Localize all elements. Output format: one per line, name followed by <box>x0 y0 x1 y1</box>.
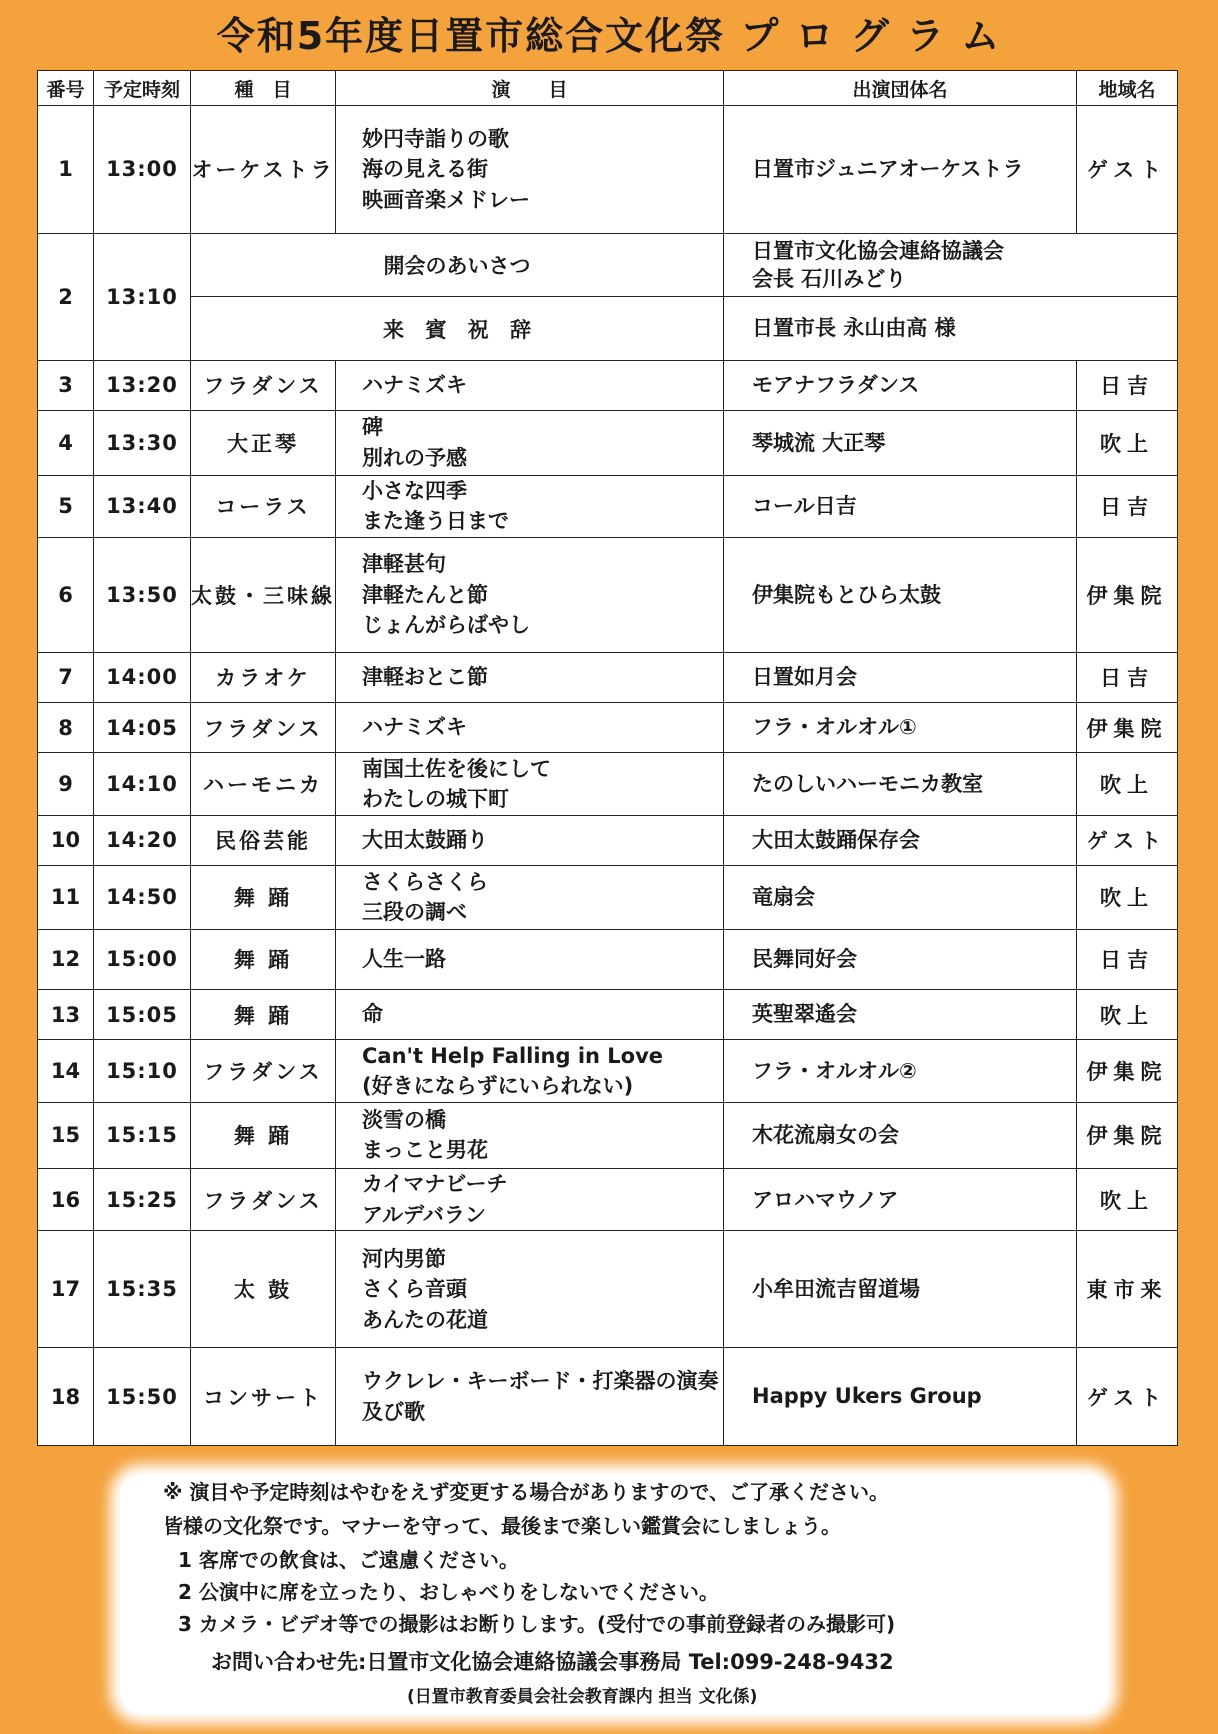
row-number: 17 <box>38 1231 94 1348</box>
group-line: 大田太鼓踊保存会 <box>752 828 920 853</box>
table-row <box>38 1231 1178 1348</box>
row-number: 7 <box>38 652 94 702</box>
table-row <box>38 475 1178 537</box>
piece-line: 淡雪の橋 <box>362 1107 446 1132</box>
table-row <box>38 411 1178 475</box>
table-row <box>38 1102 1178 1168</box>
row-area: 吹上 <box>1077 1169 1178 1231</box>
row-genre: 太 鼓 <box>191 1231 336 1348</box>
row-genre: コーラス <box>191 475 336 537</box>
table-row <box>38 753 1178 815</box>
row-area: 伊集院 <box>1077 1040 1178 1102</box>
row-time: 14:05 <box>94 702 191 752</box>
row-group <box>724 989 1077 1039</box>
row-piece <box>336 106 724 234</box>
row-genre: オーケストラ <box>191 106 336 234</box>
table-row <box>38 815 1178 865</box>
program-table-body <box>38 106 1178 1446</box>
header-time: 予定時刻 <box>94 71 191 106</box>
row-group <box>724 1348 1077 1446</box>
row-area: ゲスト <box>1077 106 1178 234</box>
group-line: 日置市長 永山由高 様 <box>752 316 956 341</box>
row-time: 15:05 <box>94 989 191 1039</box>
row-group <box>724 537 1077 652</box>
row-time: 15:35 <box>94 1231 191 1348</box>
group-line: 民舞同好会 <box>752 947 857 972</box>
row-number: 12 <box>38 929 94 989</box>
row-number: 1 <box>38 106 94 234</box>
piece-line: 津軽甚句 <box>362 552 446 577</box>
piece-line: 海の見える街 <box>362 157 488 182</box>
program-table <box>37 70 1178 1446</box>
row-piece <box>336 753 724 815</box>
piece-line: 津軽たんと節 <box>362 582 488 607</box>
row-number: 13 <box>38 989 94 1039</box>
row-area: ゲスト <box>1077 1348 1178 1446</box>
program-table-container <box>37 70 1177 1446</box>
group-line: 日置市ジュニアオーケストラ <box>752 157 1024 182</box>
row-piece <box>336 1102 724 1168</box>
row-piece <box>336 702 724 752</box>
row-genre: フラダンス <box>191 360 336 410</box>
row-area: 東市来 <box>1077 1231 1178 1348</box>
row-area: 吹上 <box>1077 989 1178 1039</box>
table-row <box>38 989 1178 1039</box>
table-row <box>38 233 1178 296</box>
row-number: 8 <box>38 702 94 752</box>
piece-line: 津軽おとこ節 <box>362 665 488 690</box>
table-row <box>38 1169 1178 1231</box>
piece-line: カイマナビーチ <box>362 1172 508 1197</box>
row-group <box>724 1040 1077 1102</box>
piece-line: さくら音頭 <box>362 1277 467 1302</box>
group-line: Happy Ukers Group <box>752 1384 982 1409</box>
group-line: アロハマウノア <box>752 1187 899 1212</box>
row-genre: 舞 踊 <box>191 929 336 989</box>
row-time: 13:50 <box>94 537 191 652</box>
row-piece <box>336 360 724 410</box>
notice-rule-2: 2 公演中に席を立ったり、おしゃべりをしないでください。 <box>178 1580 719 1604</box>
contact-sub-info: (日置市教育委員会社会教育課内 担当 文化係) <box>407 1687 758 1707</box>
piece-line: 大田太鼓踊り <box>362 828 488 853</box>
group-line: 日置如月会 <box>752 665 857 690</box>
notice-line-1: ※ 演目や予定時刻はやむをえず変更する場合がありますので、ご了承ください。 <box>163 1480 890 1504</box>
row-piece <box>336 1231 724 1348</box>
piece-line: 人生一路 <box>362 946 446 971</box>
row-piece <box>336 1348 724 1446</box>
header-genre: 種 目 <box>191 71 336 106</box>
row-time: 15:15 <box>94 1102 191 1168</box>
piece-line: また逢う日まで <box>362 509 509 534</box>
page-title: 令和5年度日置市総合文化祭 プ ロ グ ラ ム <box>216 14 1002 58</box>
row-genre: 民俗芸能 <box>191 815 336 865</box>
piece-line: 命 <box>362 1002 383 1027</box>
row-genre: ハーモニカ <box>191 753 336 815</box>
row-area: 伊集院 <box>1077 537 1178 652</box>
notice-line-2: 皆様の文化祭です。マナーを守って、最後まで楽しい鑑賞会にしましょう。 <box>163 1514 841 1538</box>
row-group <box>724 1231 1077 1348</box>
row-number: 18 <box>38 1348 94 1446</box>
group-line: 日置市文化協会連絡協議会 <box>752 238 1004 263</box>
row-area: 日吉 <box>1077 929 1178 989</box>
piece-line: 及び歌 <box>362 1399 425 1424</box>
piece-line: 小さな四季 <box>362 478 467 503</box>
row-group <box>724 106 1077 234</box>
piece-line: ウクレレ・キーボード・打楽器の演奏 <box>362 1369 719 1394</box>
row-group <box>724 475 1077 537</box>
row-area: 吹上 <box>1077 411 1178 475</box>
group-line: フラ・オルオル② <box>752 1058 917 1083</box>
row-piece <box>336 475 724 537</box>
table-header-row <box>38 71 1178 106</box>
table-row <box>38 702 1178 752</box>
row-group <box>724 1102 1077 1168</box>
table-row <box>38 652 1178 702</box>
row-genre: 太鼓・三味線 <box>191 537 336 652</box>
header-group: 出演団体名 <box>724 71 1077 106</box>
piece-line: じょんがらばやし <box>362 612 530 637</box>
row-area: 日吉 <box>1077 652 1178 702</box>
row-number: 11 <box>38 866 94 929</box>
row-number: 16 <box>38 1169 94 1231</box>
group-line: 英聖翠遙会 <box>752 1002 857 1027</box>
row-time: 15:00 <box>94 929 191 989</box>
row-piece <box>336 929 724 989</box>
piece-line: ハナミズキ <box>362 715 467 740</box>
row-area: 吹上 <box>1077 866 1178 929</box>
row-genre: フラダンス <box>191 1169 336 1231</box>
table-row <box>38 866 1178 929</box>
row-time: 14:00 <box>94 652 191 702</box>
piece-line: 映画音楽メドレー <box>362 187 530 212</box>
row-number: 10 <box>38 815 94 865</box>
row-genre: 大正琴 <box>191 411 336 475</box>
group-line: たのしいハーモニカ教室 <box>752 771 983 796</box>
row-number: 6 <box>38 537 94 652</box>
row-area: 伊集院 <box>1077 702 1178 752</box>
piece-line: 別れの予感 <box>362 445 467 470</box>
row-number: 15 <box>38 1102 94 1168</box>
row-time: 15:50 <box>94 1348 191 1446</box>
notice-box <box>120 1474 1108 1714</box>
row-number: 3 <box>38 360 94 410</box>
row-piece <box>336 1169 724 1231</box>
row-group <box>724 652 1077 702</box>
piece-line: まっこと男花 <box>362 1138 488 1163</box>
row-number: 2 <box>38 233 94 360</box>
header-area: 地域名 <box>1077 71 1178 106</box>
row-group <box>724 233 1178 296</box>
row-time: 13:10 <box>94 233 191 360</box>
row-time: 13:40 <box>94 475 191 537</box>
row-number: 4 <box>38 411 94 475</box>
table-row <box>38 360 1178 410</box>
piece-line: わたしの城下町 <box>362 787 509 811</box>
row-genre: 舞 踊 <box>191 866 336 929</box>
table-row <box>38 297 1178 360</box>
group-line: モアナフラダンス <box>752 373 920 398</box>
row-time: 13:30 <box>94 411 191 475</box>
notice-rule-1: 1 客席での飲食は、ご遠慮ください。 <box>178 1548 519 1572</box>
row-area: 吹上 <box>1077 753 1178 815</box>
row-piece <box>336 652 724 702</box>
notice-rule-3: 3 カメラ・ビデオ等での撮影はお断りします。(受付での事前登録者のみ撮影可) <box>178 1612 896 1636</box>
row-area: 伊集院 <box>1077 1102 1178 1168</box>
piece-line: さくらさくら <box>362 869 488 894</box>
piece-line: アルデバラン <box>362 1202 486 1227</box>
piece-line: Can't Help Falling in Love <box>362 1043 664 1068</box>
group-line: フラ・オルオル① <box>752 715 917 740</box>
table-row <box>38 1348 1178 1446</box>
row-time: 14:20 <box>94 815 191 865</box>
row-number: 9 <box>38 753 94 815</box>
row-group <box>724 297 1178 360</box>
row-group <box>724 411 1077 475</box>
piece-line: あんたの花道 <box>362 1307 488 1332</box>
row-piece <box>336 989 724 1039</box>
row-time: 14:50 <box>94 866 191 929</box>
row-group <box>724 360 1077 410</box>
row-piece <box>336 1040 724 1102</box>
row-piece <box>336 815 724 865</box>
row-group <box>724 815 1077 865</box>
row-genre: 舞 踊 <box>191 1102 336 1168</box>
row-time: 14:10 <box>94 753 191 815</box>
row-group <box>724 753 1077 815</box>
piece-line: (好きにならずにいられない) <box>362 1073 634 1098</box>
row-area: ゲスト <box>1077 815 1178 865</box>
row-group <box>724 1169 1077 1231</box>
table-row <box>38 106 1178 234</box>
row-genre: カラオケ <box>191 652 336 702</box>
contact-info: お問い合わせ先:日置市文化協会連絡協議会事務局 Tel:099-248-9432 <box>211 1650 894 1674</box>
row-piece: 来 賓 祝 辞 <box>191 297 724 360</box>
header-piece: 演 目 <box>336 71 724 106</box>
group-line: 伊集院もとひら太鼓 <box>752 582 941 607</box>
row-genre: コンサート <box>191 1348 336 1446</box>
row-genre: フラダンス <box>191 1040 336 1102</box>
group-line: 小牟田流吉留道場 <box>752 1277 920 1302</box>
piece-line: 南国土佐を後にして <box>362 756 551 781</box>
piece-line: 三段の調べ <box>362 900 467 925</box>
row-piece <box>336 537 724 652</box>
group-line: 琴城流 大正琴 <box>752 430 886 455</box>
row-area: 日吉 <box>1077 360 1178 410</box>
row-group <box>724 929 1077 989</box>
group-line: 会長 石川みどり <box>752 267 907 292</box>
table-row <box>38 929 1178 989</box>
piece-line: 妙円寺詣りの歌 <box>362 126 509 151</box>
table-row <box>38 1040 1178 1102</box>
piece-line: 河内男節 <box>362 1246 446 1271</box>
row-genre: 舞 踊 <box>191 989 336 1039</box>
row-group <box>724 702 1077 752</box>
row-piece <box>336 411 724 475</box>
group-line: コール日吉 <box>752 494 857 518</box>
row-piece: 開会のあいさつ <box>191 233 724 296</box>
row-group <box>724 866 1077 929</box>
group-line: 木花流扇女の会 <box>752 1123 899 1148</box>
row-time: 13:20 <box>94 360 191 410</box>
row-time: 15:10 <box>94 1040 191 1102</box>
piece-line: 碑 <box>362 415 383 440</box>
header-num: 番号 <box>38 71 94 106</box>
table-row <box>38 537 1178 652</box>
row-number: 14 <box>38 1040 94 1102</box>
row-number: 5 <box>38 475 94 537</box>
row-time: 13:00 <box>94 106 191 234</box>
row-genre: フラダンス <box>191 702 336 752</box>
piece-line: ハナミズキ <box>362 373 467 398</box>
row-piece <box>336 866 724 929</box>
group-line: 竜扇会 <box>752 885 815 910</box>
row-time: 15:25 <box>94 1169 191 1231</box>
row-area: 日吉 <box>1077 475 1178 537</box>
